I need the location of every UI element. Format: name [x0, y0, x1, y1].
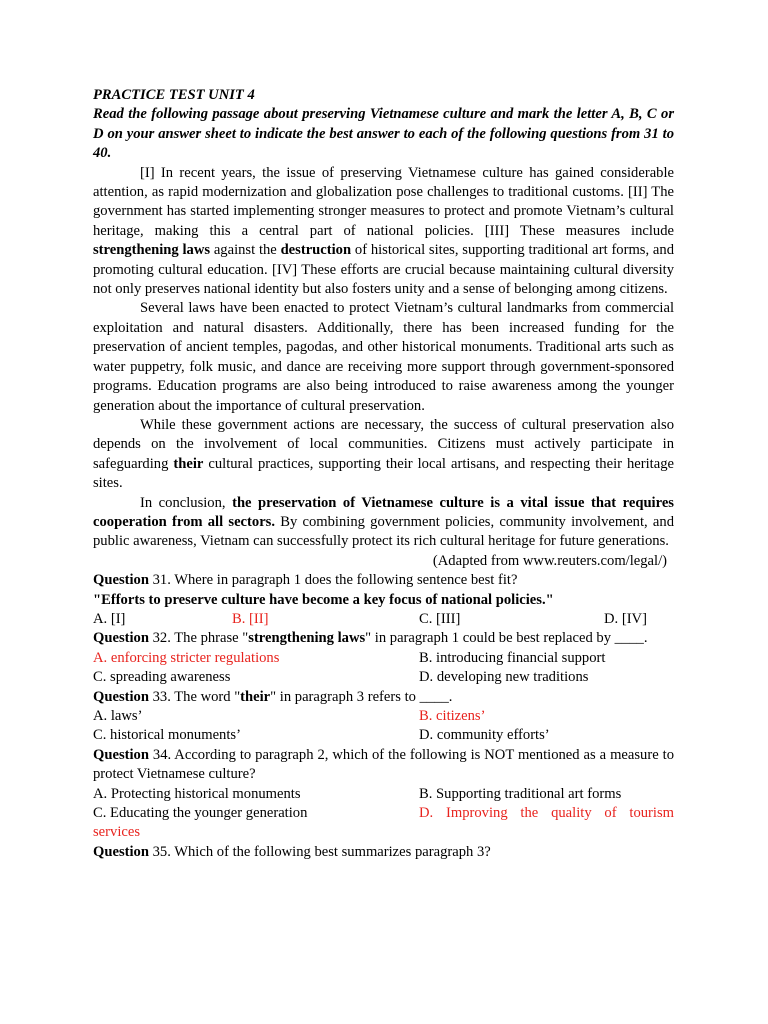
highlighted-phrase-strengthening-laws: strengthening laws	[93, 242, 211, 259]
question-34-options-row-1	[93, 785, 674, 804]
question-33-options-row-1	[93, 707, 674, 726]
instructions: Read the following passage about preserving Vietnamese culture and mark the letter A, B, C or D on your answer sheet to indicate the best answer to each of the following questions from 31 to 40.	[93, 106, 674, 162]
option-d[interactable]: D. developing new traditions	[419, 669, 589, 686]
option-b-answer[interactable]: B. citizens’	[419, 707, 486, 724]
highlighted-sentence-conclusion: the preservation of Vietnamese culture is a vital issue that requires cooperation from all sectors.	[93, 494, 674, 530]
page-title: PRACTICE TEST UNIT 4	[93, 87, 255, 103]
option-a[interactable]: A. Protecting historical monuments	[93, 785, 301, 802]
worksheet-page	[93, 86, 674, 862]
highlighted-word-their: their	[173, 455, 204, 472]
passage-source: (Adapted from www.reuters.com/legal/)	[432, 552, 667, 569]
highlighted-word-destruction: destruction	[280, 242, 352, 259]
question-32-options-row-2	[93, 668, 674, 687]
option-b[interactable]: B. introducing financial support	[419, 649, 606, 666]
option-d[interactable]: D. [IV]	[604, 610, 647, 627]
question-32: Question 32. The phrase "strengthening laws" in paragraph 1 could be best replaced by ____.	[93, 630, 648, 647]
passage-paragraph-2: Several laws have been enacted to protect Vietnam’s cultural landmarks from commercial exploitation and natural disasters. Additionally, there has been increased funding for the preservation of ancient temples, pagodas, and other historical monuments. Traditional arts such as water puppetry, folk music, and dance are receiving more support through government-sponsored programs. Education programs are also being introduced to raise awareness among the younger generation about the importance of cultural preservation.	[93, 300, 674, 414]
option-d-answer[interactable]: D. Improving the quality of tourism	[419, 804, 674, 821]
option-c[interactable]: C. Educating the younger generation	[93, 804, 308, 821]
question-35: Question 35. Which of the following best summarizes paragraph 3?	[93, 843, 491, 860]
question-34: Question 34. According to paragraph 2, which of the following is NOT mentioned as a measure to protect Vietnamese culture?	[93, 746, 674, 783]
question-32-options-row-1	[93, 649, 674, 668]
option-c[interactable]: C. spreading awareness	[93, 669, 231, 686]
question-33-options-row-2	[93, 726, 674, 745]
question-34-options-row-2	[93, 804, 674, 823]
option-a[interactable]: A. [I]	[93, 610, 126, 627]
option-c[interactable]: C. [III]	[419, 610, 461, 627]
question-33: Question 33. The word "their" in paragraph 3 refers to ____.	[93, 688, 453, 705]
option-a[interactable]: A. laws’	[93, 707, 143, 724]
question-31: Question 31. Where in paragraph 1 does the following sentence best fit?	[93, 572, 518, 589]
question-31-quote: "Efforts to preserve culture have become a key focus of national policies."	[93, 591, 554, 608]
option-d-answer-continued[interactable]: services	[93, 824, 141, 841]
option-a-answer[interactable]: A. enforcing stricter regulations	[93, 649, 280, 666]
option-d[interactable]: D. community efforts’	[419, 727, 550, 744]
passage-paragraph-1: [I] In recent years, the issue of preserving Vietnamese culture has gained considerable attention, as rapid modernization and globalization pose challenges to traditional customs. [II] The government has started implementing stronger measures to protect and promote Vietnam’s cultural heritage, making this a central part of national policies. [III] These measures include strengthening laws against the destruction of historical sites, supporting traditional art forms, and promoting cultural education. [IV] These efforts are crucial because maintaining cultural diversity not only preserves national identity but also fosters unity and a sense of belonging among citizens.	[93, 164, 674, 298]
option-b-answer[interactable]: B. [II]	[232, 610, 269, 627]
passage-paragraph-4: In conclusion, the preservation of Vietnamese culture is a vital issue that requires cooperation from all sectors. By combining government policies, community involvement, and public awareness, Vietnam can successfully protect its rich cultural heritage for future generations.	[93, 494, 674, 550]
option-c[interactable]: C. historical monuments’	[93, 727, 241, 744]
question-31-options	[93, 610, 674, 629]
option-b[interactable]: B. Supporting traditional art forms	[419, 785, 622, 802]
passage-paragraph-3: While these government actions are necessary, the success of cultural preservation also depends on the involvement of local communities. Citizens must actively participate in safeguarding their cultural practices, supporting their local artisans, and respecting their heritage sites.	[93, 416, 674, 492]
